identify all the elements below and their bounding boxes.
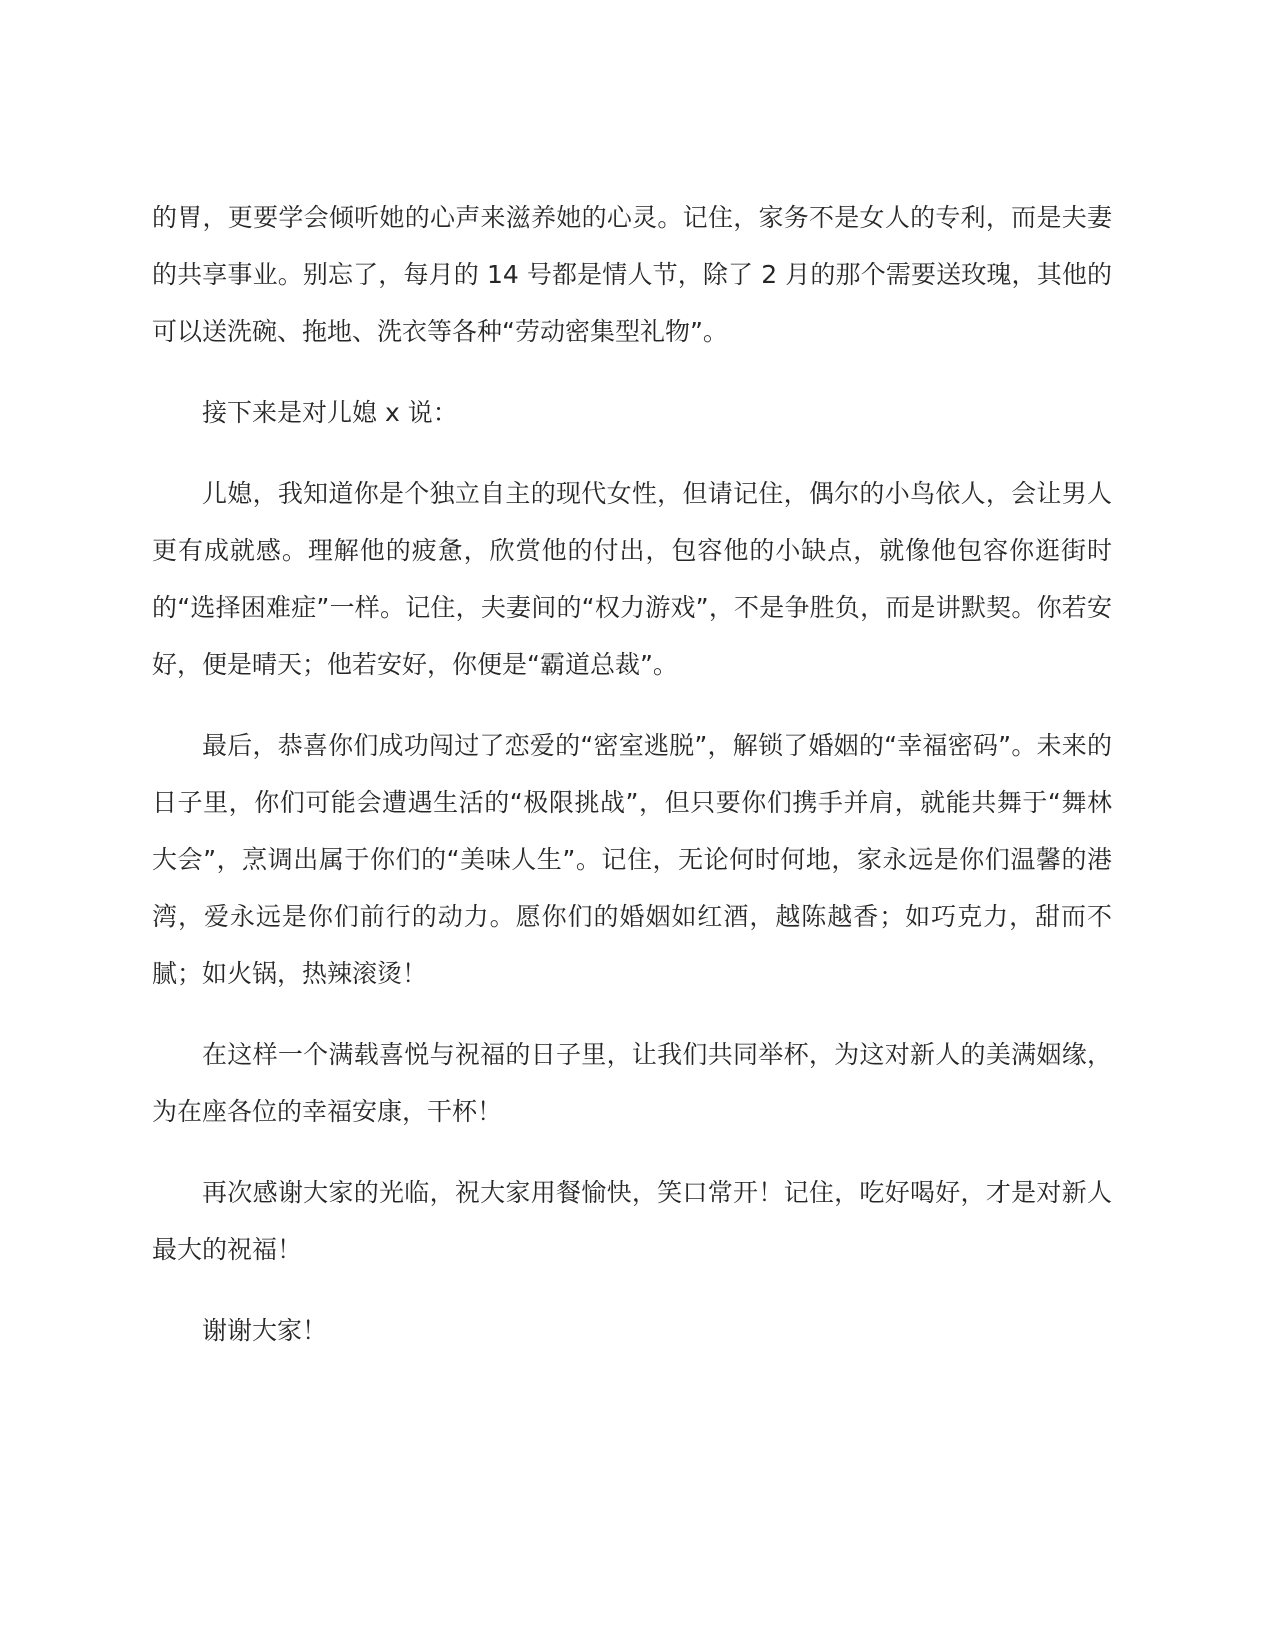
document-body xyxy=(152,189,1112,1383)
paragraph-continued: 的胃，更要学会倾听她的心声来滋养她的心灵。记住，家务不是女人的专利，而是夫妻的共享事业。别忘了，每月的 14 号都是情人节，除了 2 月的那个需要送玫瑰，其他的可以送洗碗、拖地、洗衣等各种“劳动密集型礼物”。 xyxy=(152,203,1112,346)
paragraph-closing: 谢谢大家！ xyxy=(202,1316,328,1345)
paragraph-to-daughter-in-law: 儿媳，我知道你是个独立自主的现代女性，但请记住，偶尔的小鸟依人，会让男人更有成就感。理解他的疲惫，欣赏他的付出，包容他的小缺点，就像他包容你逛街时的“选择困难症”一样。记住，夫妻间的“权力游戏”，不是争胜负，而是讲默契。你若安好，便是晴天；他若安好，你便是“霸道总裁”。 xyxy=(152,479,1112,679)
paragraph-to-daughter-in-law-intro: 接下来是对儿媳 x 说： xyxy=(202,398,458,427)
paragraph-congratulations: 最后，恭喜你们成功闯过了恋爱的“密室逃脱”，解锁了婚姻的“幸福密码”。未来的日子里，你们可能会遭遇生活的“极限挑战”，但只要你们携手并肩，就能共舞于“舞林大会”，烹调出属于你们的“美味人生”。记住，无论何时何地，家永远是你们温馨的港湾，爱永远是你们前行的动力。愿你们的婚姻如红酒，越陈越香；如巧克力，甜而不腻；如火锅，热辣滚烫！ xyxy=(152,731,1112,988)
paragraph-thanks: 再次感谢大家的光临，祝大家用餐愉快，笑口常开！记住，吃好喝好，才是对新人最大的祝福！ xyxy=(152,1178,1112,1264)
paragraph-toast: 在这样一个满载喜悦与祝福的日子里，让我们共同举杯，为这对新人的美满姻缘，为在座各位的幸福安康，干杯！ xyxy=(152,1040,1112,1126)
